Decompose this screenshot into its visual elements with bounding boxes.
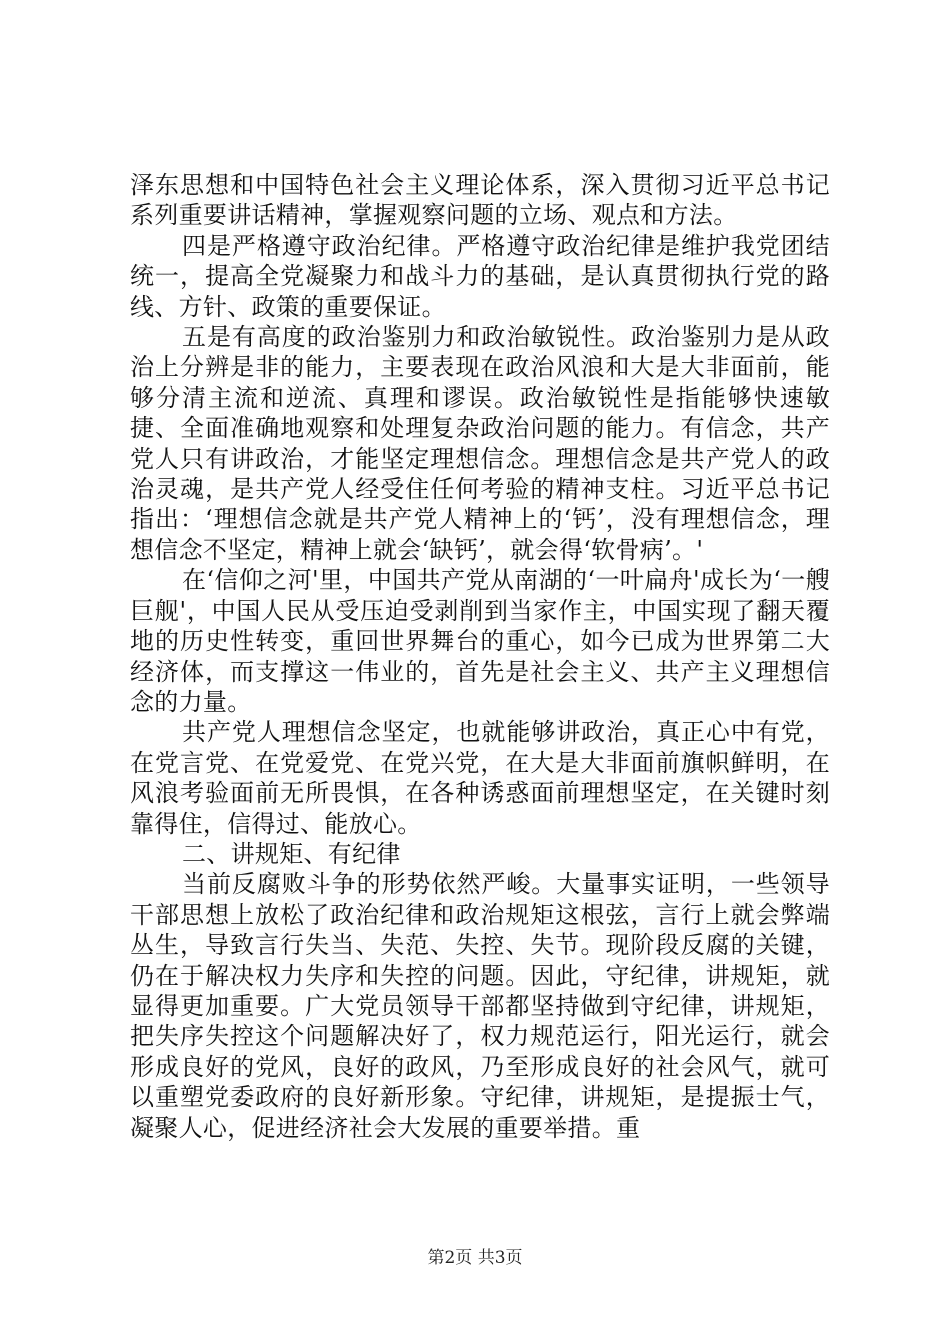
paragraph-anti-corruption: 当前反腐败斗争的形势依然严峻。大量事实证明，一些领导干部思想上放松了政治纪律和政治规矩这根弦，言行上就会弊端丛生，导致言行失当、失范、失控、失节。现阶段反腐的关键，仍在于解决权力失序和失控的问题。因此，守纪律，讲规矩，就显得更加重要。广大党员领导干部都坚持做到守纪律，讲规矩，把失序失控这个问题解决好了，权力规范运行，阳光运行，就会形成良好的党风，良好的政风，乃至形成良好的社会风气，就可以重塑党委政府的良好新形象。守纪律，讲规矩，是提振士气，凝聚人心，促进经济社会大发展的重要举措。重 — [130, 870, 830, 1142]
section-heading-rules-discipline: 二、讲规矩、有纪律 — [182, 839, 401, 868]
paragraph-river-of-faith: 在‘信仰之河'里，中国共产党从南湖的‘一叶扁舟'成长为‘一艘巨舰'，中国人民从受压迫受剥削到当家作主，中国实现了翻天覆地的历史性转变，重回世界舞台的重心，如今已成为世界第二大经济体，而支撑这一伟业的，首先是社会主义、共产主义理想信念的力量。 — [130, 566, 830, 716]
paragraph-firm-ideals: 共产党人理想信念坚定，也就能够讲政治，真正心中有党，在党言党、在党爱党、在党兴党，在大是大非面前旗帜鲜明，在风浪考验面前无所畏惧，在各种诱惑面前理想坚定，在关键时刻靠得住，信得过、能放心。 — [130, 718, 830, 838]
document-body — [130, 170, 830, 1143]
page-number-footer: 第2页 共3页 — [427, 1248, 523, 1268]
paragraph-political-discipline: 四是严格遵守政治纪律。严格遵守政治纪律是维护我党团结统一，提高全党凝聚力和战斗力的基础，是认真贯彻执行党的路线、方针、政策的重要保证。 — [130, 231, 830, 321]
paragraph-continuation: 泽东思想和中国特色社会主义理论体系，深入贯彻习近平总书记系列重要讲话精神，掌握观察问题的立场、观点和方法。 — [130, 171, 830, 230]
paragraph-political-judgment: 五是有高度的政治鉴别力和政治敏锐性。政治鉴别力是从政治上分辨是非的能力，主要表现在政治风浪和大是大非面前，能够分清主流和逆流、真理和谬误。政治敏锐性是指能够快速敏捷、全面准确地观察和处理复杂政治问题的能力。有信念，共产党人只有讲政治，才能坚定理想信念。理想信念是共产党人的政治灵魂，是共产党人经受住任何考验的精神支柱。习近平总书记指出：‘理想信念就是共产党人精神上的‘钙’，没有理想信念，理想信念不坚定，精神上就会‘缺钙’，就会得‘软骨病’。' — [130, 323, 830, 564]
